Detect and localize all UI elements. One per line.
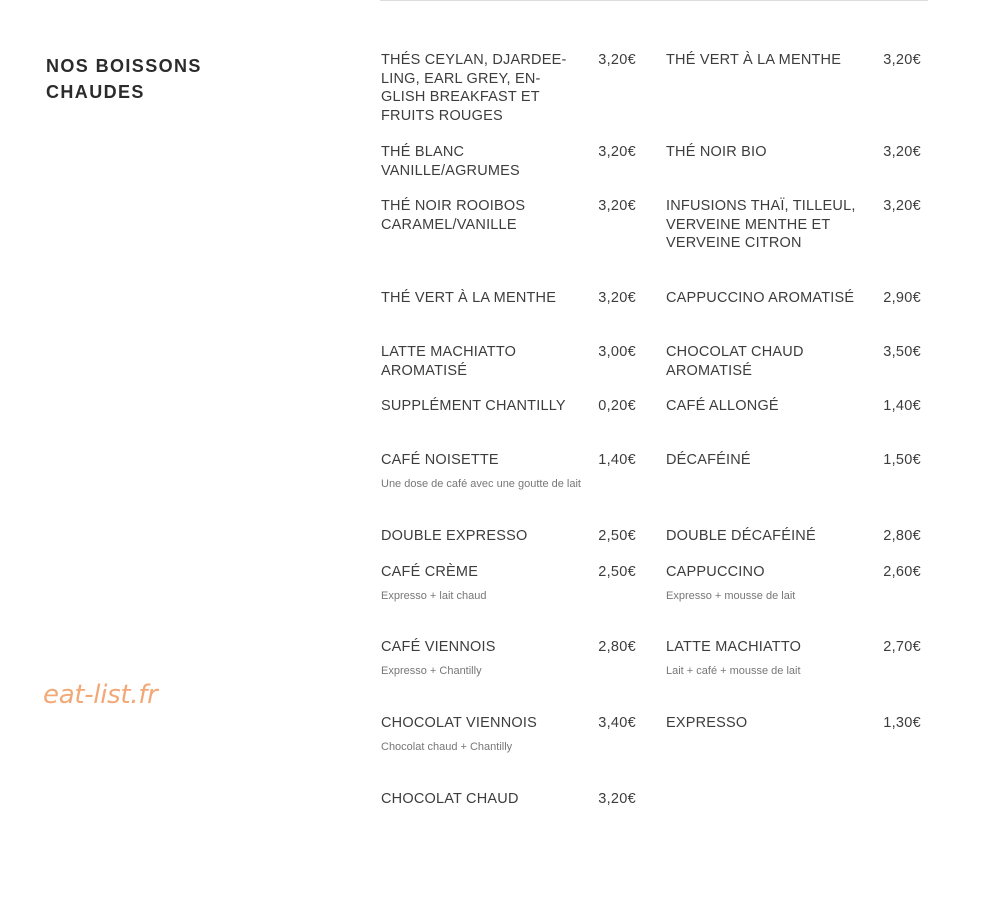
menu-row	[381, 397, 921, 451]
menu-item	[381, 197, 636, 289]
menu-row	[381, 51, 921, 143]
item-price: 1,30€	[883, 715, 921, 731]
menu-item	[381, 451, 636, 527]
menu-item	[666, 527, 921, 563]
item-name: THÉ NOIR ROOIBOS CARAMEL/VANILLE	[381, 198, 526, 233]
item-price: 3,20€	[598, 144, 636, 160]
section-title	[46, 53, 296, 105]
item-name: LATTE MACHIATTO AROMATISÉ	[381, 344, 517, 379]
item-name: CAPPUCCINO	[666, 564, 765, 580]
menu-row	[381, 197, 921, 289]
menu-item	[381, 343, 636, 397]
item-name: THÉS CEYLAN, DJARDEE-LING, EARL GREY, EN-GLISH BREAKFAST ET FRUITS ROUGES	[381, 52, 567, 124]
menu-row	[381, 790, 921, 820]
menu-row	[381, 451, 921, 527]
item-price: 2,90€	[883, 290, 921, 306]
item-price: 3,50€	[883, 344, 921, 360]
menu-item	[666, 563, 921, 638]
menu-item	[666, 289, 921, 343]
item-name: CAFÉ ALLONGÉ	[666, 398, 779, 414]
item-price: 3,00€	[598, 344, 636, 360]
menu-item	[666, 343, 921, 397]
menu-row	[381, 527, 921, 563]
menu-row	[381, 289, 921, 343]
item-name: EXPRESSO	[666, 715, 748, 731]
item-name: CAFÉ VIENNOIS	[381, 639, 496, 655]
menu-item	[381, 714, 636, 790]
menu-item	[666, 397, 921, 451]
item-name: CHOCOLAT CHAUD AROMATISÉ	[666, 344, 804, 379]
item-price: 1,40€	[883, 398, 921, 414]
item-name: SUPPLÉMENT CHANTILLY	[381, 398, 566, 414]
item-name: THÉ NOIR BIO	[666, 144, 767, 160]
menu-item	[381, 289, 636, 343]
item-price: 2,50€	[598, 564, 636, 580]
item-description: Chocolat chaud + Chantilly	[381, 740, 513, 753]
item-price: 3,20€	[598, 198, 636, 214]
item-name: DOUBLE EXPRESSO	[381, 528, 528, 544]
item-price: 3,20€	[883, 144, 921, 160]
menu-item	[381, 397, 636, 451]
menu-item	[666, 143, 921, 197]
menu-item	[666, 51, 921, 143]
menu-item	[381, 143, 636, 197]
item-name: CAFÉ CRÈME	[381, 564, 479, 580]
menu-item	[666, 451, 921, 527]
menu-row	[381, 638, 921, 714]
item-name: THÉ VERT À LA MENTHE	[666, 52, 842, 68]
item-name: THÉ VERT À LA MENTHE	[381, 290, 557, 306]
menu-item	[666, 714, 921, 790]
menu-item	[381, 51, 636, 143]
item-price: 3,20€	[598, 791, 636, 807]
menu-row	[381, 714, 921, 790]
item-name: CAFÉ NOISETTE	[381, 452, 499, 468]
menu-row	[381, 563, 921, 638]
menu-item	[666, 638, 921, 714]
menu-item	[381, 790, 636, 820]
item-price: 2,80€	[883, 528, 921, 544]
item-description: Expresso + mousse de lait	[666, 589, 796, 602]
menu-item	[666, 197, 921, 289]
menu-row	[381, 343, 921, 397]
item-description: Lait + café + mousse de lait	[666, 664, 801, 677]
item-price: 3,40€	[598, 715, 636, 731]
item-name: THÉ BLANC VANILLE/AGRUMES	[381, 144, 520, 179]
item-price: 3,20€	[883, 52, 921, 68]
watermark-text: eat-list.fr	[43, 680, 158, 710]
item-price: 1,40€	[598, 452, 636, 468]
item-name: CHOCOLAT VIENNOIS	[381, 715, 537, 731]
menu-item	[381, 638, 636, 714]
menu-grid	[381, 51, 921, 820]
menu-row	[381, 143, 921, 197]
menu-item	[381, 563, 636, 638]
item-price: 3,20€	[598, 290, 636, 306]
item-name: CAPPUCCINO AROMATISÉ	[666, 290, 855, 306]
item-price: 2,80€	[598, 639, 636, 655]
item-price: 0,20€	[598, 398, 636, 414]
item-price: 1,50€	[883, 452, 921, 468]
item-name: DOUBLE DÉCAFÉINÉ	[666, 528, 816, 544]
item-description: Expresso + Chantilly	[381, 664, 482, 677]
item-name: CHOCOLAT CHAUD	[381, 791, 519, 807]
item-price: 3,20€	[883, 198, 921, 214]
section-title-line-1: NOS BOISSONS	[46, 56, 202, 76]
item-name: INFUSIONS THAÏ, TILLEUL, VERVEINE MENTHE ET VERVEINE CITRON	[666, 198, 856, 251]
item-price: 2,60€	[883, 564, 921, 580]
menu-item	[381, 527, 636, 563]
item-description: Expresso + lait chaud	[381, 589, 487, 602]
top-divider	[380, 0, 928, 1]
item-name: DÉCAFÉINÉ	[666, 452, 751, 468]
section-title-line-2: CHAUDES	[46, 82, 145, 102]
item-price: 2,50€	[598, 528, 636, 544]
item-price: 3,20€	[598, 52, 636, 68]
item-price: 2,70€	[883, 639, 921, 655]
item-name: LATTE MACHIATTO	[666, 639, 802, 655]
item-description: Une dose de café avec une goutte de lait	[381, 477, 581, 490]
